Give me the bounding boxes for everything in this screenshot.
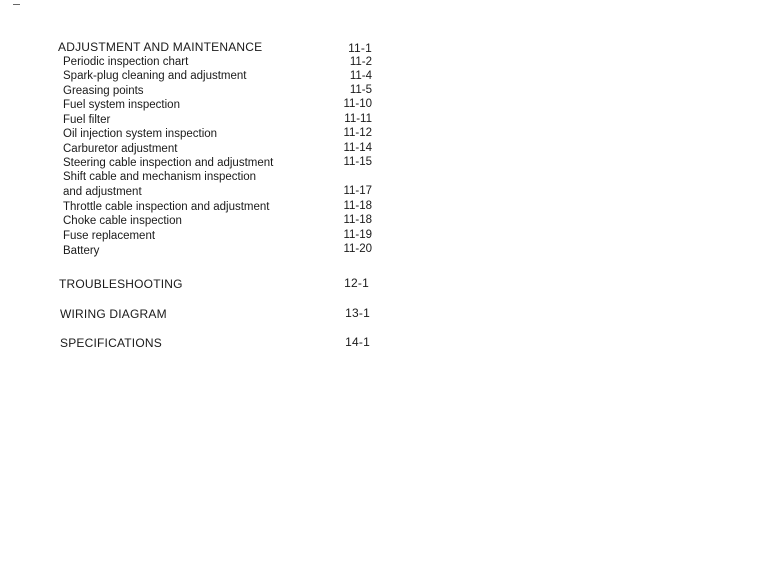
toc-item: Spark-plug cleaning and adjustment [63, 70, 247, 82]
toc-section-title: SPECIFICATIONS [60, 336, 162, 350]
toc-item-page: 11-19 [343, 229, 372, 241]
toc-section-page: 14-1 [345, 335, 370, 349]
toc-item: Oil injection system inspection [63, 128, 218, 140]
toc-item-page: 11-17 [343, 185, 372, 197]
toc-item-page: 11-15 [343, 156, 372, 168]
toc-section-title: ADJUSTMENT AND MAINTENANCE [58, 40, 263, 54]
toc-item: Fuse replacement [63, 230, 156, 242]
toc-item: Greasing points [63, 85, 144, 97]
toc-item-page: 11-18 [343, 200, 372, 212]
toc-item: Carburetor adjustment [63, 143, 178, 155]
toc-item: Choke cable inspection [63, 215, 182, 227]
toc-item-page: 11-20 [343, 243, 372, 255]
toc-item: and adjustment [63, 186, 142, 198]
toc-item-page: 11-4 [349, 70, 372, 82]
toc-item-page: 11-2 [349, 56, 372, 68]
toc-item-page: 11-14 [343, 142, 372, 154]
toc-item-page: 11-10 [343, 98, 372, 110]
toc-item-page: 11-5 [349, 84, 372, 96]
toc-item-page: 11-12 [343, 127, 372, 139]
page-mark [13, 4, 20, 5]
toc-item-page: 11-18 [343, 214, 372, 226]
toc-item: Steering cable inspection and adjustment [63, 157, 274, 169]
toc-section-title: WIRING DIAGRAM [60, 307, 167, 321]
toc-item: Shift cable and mechanism inspection [63, 171, 257, 183]
toc-item: Battery [63, 245, 100, 257]
toc-item: Throttle cable inspection and adjustment [63, 201, 270, 213]
toc-section-title: TROUBLESHOOTING [59, 277, 183, 291]
toc-section-page: 13-1 [345, 306, 370, 320]
toc-section-page: 12-1 [344, 276, 369, 290]
toc-item: Fuel filter [63, 114, 111, 126]
toc-item: Fuel system inspection [63, 99, 180, 111]
toc-section-page: 11-1 [348, 41, 372, 55]
toc-item-page: 11-11 [344, 113, 372, 125]
toc-item: Periodic inspection chart [63, 56, 189, 68]
